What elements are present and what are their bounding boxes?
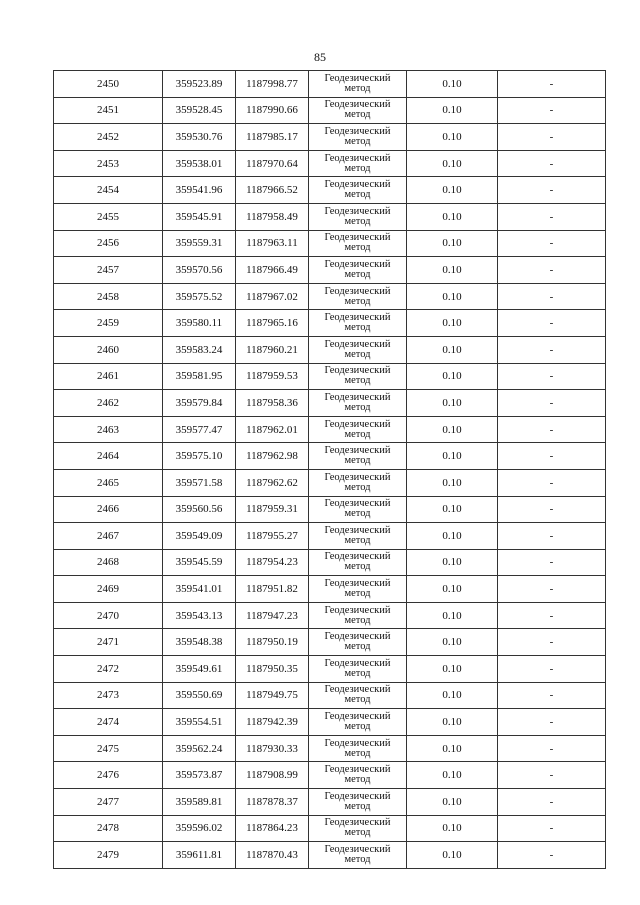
method-line-2: метод — [344, 268, 371, 280]
method-line-1: Геодезический — [324, 99, 391, 111]
method-cell — [309, 789, 407, 816]
x-coordinate-cell: 359570.56 — [163, 257, 236, 284]
method-line-1: Геодезический — [324, 711, 391, 723]
method-line-1: Геодезический — [324, 418, 391, 430]
method-line-2: метод — [344, 295, 371, 307]
method-cell — [309, 496, 407, 523]
y-coordinate-cell: 1187947.23 — [236, 602, 309, 629]
x-coordinate-cell: 359523.89 — [163, 71, 236, 98]
method-cell — [309, 283, 407, 310]
y-coordinate-cell: 1187962.98 — [236, 443, 309, 470]
x-coordinate-cell: 359549.61 — [163, 656, 236, 683]
description-cell: - — [498, 523, 606, 550]
method-line-2: метод — [344, 428, 371, 440]
accuracy-cell: 0.10 — [407, 576, 498, 603]
y-coordinate-cell: 1187955.27 — [236, 523, 309, 550]
method-line-1: Геодезический — [324, 312, 391, 324]
accuracy-cell: 0.10 — [407, 789, 498, 816]
description-cell: - — [498, 629, 606, 656]
y-coordinate-cell: 1187959.31 — [236, 496, 309, 523]
y-coordinate-cell: 1187949.75 — [236, 682, 309, 709]
description-cell: - — [498, 230, 606, 257]
description-cell: - — [498, 150, 606, 177]
method-line-2: метод — [344, 481, 371, 493]
point-number-cell: 2455 — [54, 203, 163, 230]
accuracy-cell: 0.10 — [407, 735, 498, 762]
point-number-cell: 2479 — [54, 842, 163, 869]
accuracy-cell: 0.10 — [407, 71, 498, 98]
x-coordinate-cell: 359538.01 — [163, 150, 236, 177]
point-number-cell: 2453 — [54, 150, 163, 177]
method-line-2: метод — [344, 455, 371, 467]
method-line-2: метод — [344, 561, 371, 573]
method-cell — [309, 469, 407, 496]
method-line-2: метод — [344, 667, 371, 679]
accuracy-cell: 0.10 — [407, 469, 498, 496]
point-number-cell: 2456 — [54, 230, 163, 257]
coordinates-table — [53, 70, 606, 869]
point-number-cell: 2450 — [54, 71, 163, 98]
point-number-cell: 2460 — [54, 336, 163, 363]
description-cell: - — [498, 416, 606, 443]
point-number-cell: 2471 — [54, 629, 163, 656]
x-coordinate-cell: 359545.59 — [163, 549, 236, 576]
method-line-2: метод — [344, 800, 371, 812]
accuracy-cell: 0.10 — [407, 257, 498, 284]
method-cell — [309, 390, 407, 417]
description-cell: - — [498, 496, 606, 523]
x-coordinate-cell: 359575.52 — [163, 283, 236, 310]
point-number-cell: 2478 — [54, 815, 163, 842]
description-cell: - — [498, 177, 606, 204]
description-cell: - — [498, 709, 606, 736]
description-cell: - — [498, 576, 606, 603]
x-coordinate-cell: 359559.31 — [163, 230, 236, 257]
table-row — [54, 576, 606, 603]
y-coordinate-cell: 1187965.16 — [236, 310, 309, 337]
method-cell — [309, 71, 407, 98]
description-cell: - — [498, 789, 606, 816]
description-cell: - — [498, 283, 606, 310]
point-number-cell: 2458 — [54, 283, 163, 310]
accuracy-cell: 0.10 — [407, 549, 498, 576]
method-line-1: Геодезический — [324, 604, 391, 616]
table-row — [54, 203, 606, 230]
method-line-1: Геодезический — [324, 72, 391, 84]
method-line-1: Геодезический — [324, 471, 391, 483]
method-line-2: метод — [344, 242, 371, 254]
description-cell: - — [498, 336, 606, 363]
x-coordinate-cell: 359530.76 — [163, 124, 236, 151]
description-cell: - — [498, 124, 606, 151]
method-cell — [309, 842, 407, 869]
table-row — [54, 549, 606, 576]
table-row — [54, 336, 606, 363]
method-line-1: Геодезический — [324, 817, 391, 829]
x-coordinate-cell: 359549.09 — [163, 523, 236, 550]
accuracy-cell: 0.10 — [407, 682, 498, 709]
method-cell — [309, 443, 407, 470]
y-coordinate-cell: 1187942.39 — [236, 709, 309, 736]
table-row — [54, 656, 606, 683]
accuracy-cell: 0.10 — [407, 416, 498, 443]
accuracy-cell: 0.10 — [407, 124, 498, 151]
accuracy-cell: 0.10 — [407, 310, 498, 337]
point-number-cell: 2472 — [54, 656, 163, 683]
method-line-2: метод — [344, 854, 371, 866]
table-row — [54, 815, 606, 842]
x-coordinate-cell: 359543.13 — [163, 602, 236, 629]
table-row — [54, 443, 606, 470]
x-coordinate-cell: 359548.38 — [163, 629, 236, 656]
method-line-1: Геодезический — [324, 205, 391, 217]
point-number-cell: 2466 — [54, 496, 163, 523]
method-line-2: метод — [344, 694, 371, 706]
y-coordinate-cell: 1187963.11 — [236, 230, 309, 257]
accuracy-cell: 0.10 — [407, 150, 498, 177]
table-row — [54, 629, 606, 656]
method-cell — [309, 336, 407, 363]
x-coordinate-cell: 359562.24 — [163, 735, 236, 762]
description-cell: - — [498, 390, 606, 417]
point-number-cell: 2462 — [54, 390, 163, 417]
method-cell — [309, 150, 407, 177]
point-number-cell: 2476 — [54, 762, 163, 789]
y-coordinate-cell: 1187864.23 — [236, 815, 309, 842]
accuracy-cell: 0.10 — [407, 283, 498, 310]
table-row — [54, 310, 606, 337]
method-cell — [309, 576, 407, 603]
method-line-1: Геодезический — [324, 551, 391, 563]
method-line-2: метод — [344, 588, 371, 600]
description-cell: - — [498, 469, 606, 496]
method-line-2: метод — [344, 774, 371, 786]
method-line-1: Геодезический — [324, 285, 391, 297]
method-line-1: Геодезический — [324, 524, 391, 536]
method-line-1: Геодезический — [324, 391, 391, 403]
x-coordinate-cell: 359577.47 — [163, 416, 236, 443]
table-row — [54, 416, 606, 443]
method-cell — [309, 523, 407, 550]
accuracy-cell: 0.10 — [407, 709, 498, 736]
table-row — [54, 150, 606, 177]
method-line-1: Геодезический — [324, 764, 391, 776]
table-row — [54, 469, 606, 496]
x-coordinate-cell: 359581.95 — [163, 363, 236, 390]
y-coordinate-cell: 1187962.01 — [236, 416, 309, 443]
method-line-1: Геодезический — [324, 445, 391, 457]
method-cell — [309, 656, 407, 683]
method-line-2: метод — [344, 375, 371, 387]
method-cell — [309, 602, 407, 629]
y-coordinate-cell: 1187960.21 — [236, 336, 309, 363]
y-coordinate-cell: 1187959.53 — [236, 363, 309, 390]
accuracy-cell: 0.10 — [407, 336, 498, 363]
table-row — [54, 762, 606, 789]
method-line-2: метод — [344, 135, 371, 147]
x-coordinate-cell: 359571.58 — [163, 469, 236, 496]
method-line-2: метод — [344, 747, 371, 759]
y-coordinate-cell: 1187958.49 — [236, 203, 309, 230]
description-cell: - — [498, 656, 606, 683]
x-coordinate-cell: 359596.02 — [163, 815, 236, 842]
accuracy-cell: 0.10 — [407, 602, 498, 629]
y-coordinate-cell: 1187954.23 — [236, 549, 309, 576]
description-cell: - — [498, 842, 606, 869]
accuracy-cell: 0.10 — [407, 363, 498, 390]
method-line-2: метод — [344, 348, 371, 360]
point-number-cell: 2469 — [54, 576, 163, 603]
method-cell — [309, 177, 407, 204]
table-row — [54, 496, 606, 523]
y-coordinate-cell: 1187962.62 — [236, 469, 309, 496]
point-number-cell: 2461 — [54, 363, 163, 390]
x-coordinate-cell: 359550.69 — [163, 682, 236, 709]
x-coordinate-cell: 359580.11 — [163, 310, 236, 337]
method-line-1: Геодезический — [324, 737, 391, 749]
y-coordinate-cell: 1187870.43 — [236, 842, 309, 869]
description-cell: - — [498, 203, 606, 230]
method-line-2: метод — [344, 641, 371, 653]
table-row — [54, 97, 606, 124]
point-number-cell: 2470 — [54, 602, 163, 629]
accuracy-cell: 0.10 — [407, 390, 498, 417]
y-coordinate-cell: 1187908.99 — [236, 762, 309, 789]
point-number-cell: 2452 — [54, 124, 163, 151]
x-coordinate-cell: 359541.96 — [163, 177, 236, 204]
accuracy-cell: 0.10 — [407, 443, 498, 470]
table-row — [54, 71, 606, 98]
method-line-1: Геодезический — [324, 365, 391, 377]
method-line-2: метод — [344, 82, 371, 94]
point-number-cell: 2457 — [54, 257, 163, 284]
x-coordinate-cell: 359573.87 — [163, 762, 236, 789]
method-cell — [309, 709, 407, 736]
method-cell — [309, 363, 407, 390]
x-coordinate-cell: 359611.81 — [163, 842, 236, 869]
page-number: 85 — [314, 50, 326, 64]
method-cell — [309, 97, 407, 124]
x-coordinate-cell: 359545.91 — [163, 203, 236, 230]
description-cell: - — [498, 682, 606, 709]
point-number-cell: 2475 — [54, 735, 163, 762]
method-line-2: метод — [344, 721, 371, 733]
method-cell — [309, 549, 407, 576]
method-line-2: метод — [344, 401, 371, 413]
description-cell: - — [498, 97, 606, 124]
x-coordinate-cell: 359583.24 — [163, 336, 236, 363]
accuracy-cell: 0.10 — [407, 177, 498, 204]
method-line-2: метод — [344, 109, 371, 121]
coordinates-table-body — [54, 71, 606, 869]
accuracy-cell: 0.10 — [407, 762, 498, 789]
table-row — [54, 257, 606, 284]
accuracy-cell: 0.10 — [407, 523, 498, 550]
y-coordinate-cell: 1187878.37 — [236, 789, 309, 816]
method-line-2: метод — [344, 322, 371, 334]
accuracy-cell: 0.10 — [407, 629, 498, 656]
method-cell — [309, 310, 407, 337]
method-cell — [309, 257, 407, 284]
y-coordinate-cell: 1187970.64 — [236, 150, 309, 177]
point-number-cell: 2465 — [54, 469, 163, 496]
y-coordinate-cell: 1187950.19 — [236, 629, 309, 656]
point-number-cell: 2467 — [54, 523, 163, 550]
table-row — [54, 709, 606, 736]
y-coordinate-cell: 1187998.77 — [236, 71, 309, 98]
point-number-cell: 2464 — [54, 443, 163, 470]
table-row — [54, 390, 606, 417]
accuracy-cell: 0.10 — [407, 97, 498, 124]
method-cell — [309, 124, 407, 151]
y-coordinate-cell: 1187950.35 — [236, 656, 309, 683]
accuracy-cell: 0.10 — [407, 656, 498, 683]
x-coordinate-cell: 359575.10 — [163, 443, 236, 470]
method-line-2: метод — [344, 508, 371, 520]
point-number-cell: 2451 — [54, 97, 163, 124]
method-line-1: Геодезический — [324, 578, 391, 590]
method-line-1: Геодезический — [324, 338, 391, 350]
table-row — [54, 177, 606, 204]
table-row — [54, 283, 606, 310]
method-line-1: Геодезический — [324, 657, 391, 669]
point-number-cell: 2473 — [54, 682, 163, 709]
description-cell: - — [498, 735, 606, 762]
y-coordinate-cell: 1187966.49 — [236, 257, 309, 284]
table-row — [54, 789, 606, 816]
table-row — [54, 842, 606, 869]
method-line-2: метод — [344, 189, 371, 201]
table-row — [54, 230, 606, 257]
x-coordinate-cell: 359541.01 — [163, 576, 236, 603]
method-cell — [309, 230, 407, 257]
method-line-2: метод — [344, 162, 371, 174]
accuracy-cell: 0.10 — [407, 230, 498, 257]
method-cell — [309, 735, 407, 762]
method-line-2: метод — [344, 614, 371, 626]
method-line-1: Геодезический — [324, 179, 391, 191]
method-cell — [309, 682, 407, 709]
description-cell: - — [498, 310, 606, 337]
method-line-1: Геодезический — [324, 790, 391, 802]
accuracy-cell: 0.10 — [407, 842, 498, 869]
point-number-cell: 2468 — [54, 549, 163, 576]
point-number-cell: 2474 — [54, 709, 163, 736]
point-number-cell: 2463 — [54, 416, 163, 443]
method-line-1: Геодезический — [324, 152, 391, 164]
accuracy-cell: 0.10 — [407, 815, 498, 842]
y-coordinate-cell: 1187958.36 — [236, 390, 309, 417]
x-coordinate-cell: 359554.51 — [163, 709, 236, 736]
description-cell: - — [498, 549, 606, 576]
description-cell: - — [498, 762, 606, 789]
y-coordinate-cell: 1187966.52 — [236, 177, 309, 204]
method-line-2: метод — [344, 827, 371, 839]
method-cell — [309, 815, 407, 842]
y-coordinate-cell: 1187930.33 — [236, 735, 309, 762]
description-cell: - — [498, 71, 606, 98]
x-coordinate-cell: 359528.45 — [163, 97, 236, 124]
method-cell — [309, 762, 407, 789]
method-line-1: Геодезический — [324, 631, 391, 643]
y-coordinate-cell: 1187951.82 — [236, 576, 309, 603]
method-cell — [309, 203, 407, 230]
description-cell: - — [498, 257, 606, 284]
method-line-1: Геодезический — [324, 125, 391, 137]
x-coordinate-cell: 359560.56 — [163, 496, 236, 523]
method-line-1: Геодезический — [324, 844, 391, 856]
method-cell — [309, 416, 407, 443]
y-coordinate-cell: 1187985.17 — [236, 124, 309, 151]
method-line-1: Геодезический — [324, 232, 391, 244]
method-line-1: Геодезический — [324, 498, 391, 510]
table-row — [54, 682, 606, 709]
y-coordinate-cell: 1187967.02 — [236, 283, 309, 310]
table-row — [54, 523, 606, 550]
table-row — [54, 735, 606, 762]
description-cell: - — [498, 443, 606, 470]
x-coordinate-cell: 359589.81 — [163, 789, 236, 816]
description-cell: - — [498, 815, 606, 842]
table-row — [54, 124, 606, 151]
point-number-cell: 2477 — [54, 789, 163, 816]
description-cell: - — [498, 602, 606, 629]
accuracy-cell: 0.10 — [407, 203, 498, 230]
accuracy-cell: 0.10 — [407, 496, 498, 523]
description-cell: - — [498, 363, 606, 390]
point-number-cell: 2459 — [54, 310, 163, 337]
method-line-1: Геодезический — [324, 684, 391, 696]
method-line-1: Геодезический — [324, 258, 391, 270]
method-line-2: метод — [344, 215, 371, 227]
point-number-cell: 2454 — [54, 177, 163, 204]
x-coordinate-cell: 359579.84 — [163, 390, 236, 417]
table-row — [54, 602, 606, 629]
table-row — [54, 363, 606, 390]
y-coordinate-cell: 1187990.66 — [236, 97, 309, 124]
method-cell — [309, 629, 407, 656]
method-line-2: метод — [344, 534, 371, 546]
